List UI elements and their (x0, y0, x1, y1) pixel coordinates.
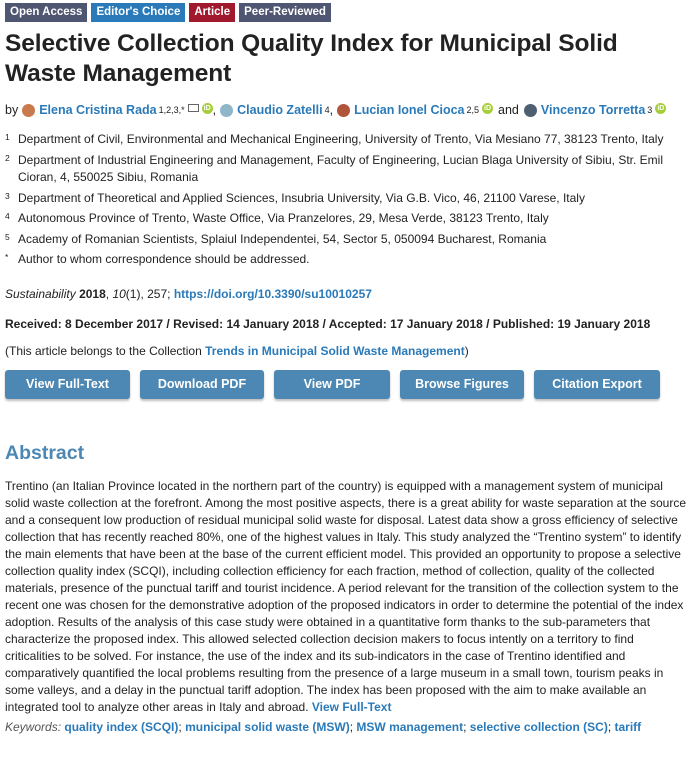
author-3[interactable] (337, 103, 493, 117)
download-pdf-button[interactable]: Download PDF (140, 370, 264, 399)
abstract-view-full-text-link[interactable]: View Full-Text (311, 699, 392, 714)
affiliation-number: 4 (5, 211, 10, 221)
author-affiliation-sup: 3 (647, 105, 653, 115)
author-separator: , (212, 103, 217, 117)
author-affiliation-sup: 1,2,3,* (158, 105, 185, 115)
author-avatar-icon (337, 104, 350, 117)
view-pdf-button[interactable]: View PDF (274, 370, 390, 399)
orcid-icon[interactable]: iD (203, 104, 211, 112)
keyword-separator: ; (178, 719, 186, 734)
keyword-link[interactable]: MSW management (356, 719, 464, 734)
affiliation-number: 1 (5, 132, 10, 142)
article-type-badge: Article (189, 3, 235, 22)
author-4[interactable] (524, 103, 666, 117)
abstract-body (5, 478, 690, 716)
author-1[interactable] (22, 103, 216, 117)
author-avatar-icon (220, 104, 233, 117)
affiliation-number: 5 (5, 231, 10, 242)
publication-dates: Received: 8 December 2017 / Revised: 14 January 2018 / Accepted: 17 January 2018 / Published: 19 January 2018 (5, 316, 651, 331)
keyword-separator: ; (349, 719, 357, 734)
by-label: by (5, 103, 19, 117)
action-buttons (5, 370, 690, 399)
affiliation-item (5, 131, 690, 149)
keyword-link[interactable]: municipal solid waste (MSW) (185, 719, 350, 734)
collection-prefix: (This article belongs to the Collection (5, 343, 206, 358)
citation-export-button[interactable]: Citation Export (534, 370, 660, 399)
author-2[interactable] (220, 103, 333, 117)
affiliation-number: 3 (5, 190, 10, 201)
affiliation-text: Department of Theoretical and Applied Sciences, Insubria University, Via G.B. Vico, 46, 21100 Varese, Italy (18, 190, 585, 205)
envelope-icon[interactable] (188, 104, 199, 112)
keyword-link[interactable]: selective collection (SC) (469, 719, 608, 734)
keyword-link[interactable]: quality index (SCQI) (64, 719, 179, 734)
author-name[interactable]: Vincenzo Torretta (540, 103, 646, 117)
affiliation-number: 2 (5, 152, 10, 163)
keyword-separator: ; (463, 719, 470, 734)
author-affiliation-sup: 2,5 (466, 105, 480, 115)
author-separator: , (329, 103, 334, 117)
affiliation-item (5, 251, 690, 269)
badge-row (5, 3, 690, 22)
citation-line: Sustainability 2018, 10(1), 257; https://doi.org/10.3390/su10010257 (5, 286, 372, 301)
affiliation-text: Department of Industrial Engineering and Management, Faculty of Engineering, Lucian Blaga University of Sibiu, Str. Emil Cioran, 4, 550025 Sibiu, Romania (18, 152, 664, 184)
affiliation-item (5, 152, 690, 187)
editors-choice-badge[interactable]: Editor's Choice (91, 3, 185, 22)
affiliation-text: Author to whom correspondence should be addressed. (18, 252, 310, 266)
doi-link[interactable]: https://doi.org/10.3390/su10010257 (173, 286, 372, 301)
author-avatar-icon (524, 104, 537, 117)
citation-issue-pages: (1), 257; (125, 286, 174, 301)
keyword-link[interactable]: tariff (614, 719, 642, 734)
affiliations (5, 131, 690, 269)
orcid-icon[interactable]: iD (484, 104, 492, 112)
collection-suffix: ) (464, 343, 469, 358)
affiliation-text: Academy of Romanian Scientists, Splaiul Independentei, 54, Sector 5, 050094 Bucharest, Romania (18, 231, 547, 246)
author-avatar-icon (22, 104, 35, 117)
affiliation-text: Autonomous Province of Trento, Waste Office, Via Pranzelores, 29, Mesa Verde, 38123 Trento, Italy (18, 211, 549, 225)
author-name[interactable]: Claudio Zatelli (237, 103, 323, 117)
author-list (5, 103, 690, 117)
article-title: Selective Collection Quality Index for Municipal Solid Waste Management (5, 30, 618, 87)
author-affiliation-sup: 4 (324, 105, 330, 115)
collection-link[interactable]: Trends in Municipal Solid Waste Management (205, 343, 465, 358)
affiliation-item (5, 190, 690, 208)
citation-year: 2018 (79, 286, 106, 301)
abstract-text: Trentino (an Italian Province located in the northern part of the country) is equipped with a management system of municipal solid waste collection at the forefront. Among the most positive aspects, there is a great ability for waste separation at the source and a consequent low production of residual municipal solid waste for disposal. Latest data show a gross efficiency of selective collection that has recently reached 80%, one of the highest values in Italy. This study analyzed the “Trentino system” to identify the main elements that have been at the base of the current efficient model. This provided an opportunity to propose a selective collection quality index (SCQI), including collection efficiency for each fraction, method of collection, quality of the collected materials, presence of the punctual tariff and tourist incidence. A period relevant for the transition of the collection system to the recent one was chosen for the demonstrative adoption of the proposed indicators in order to determine the potential of the index adoption. Results of the analysis of this case study were obtained in a quantitative form thanks to the sub-parameters that characterize the proposed index. This allowed selected collection decision makers to focus intently on a territory to find criticalities to be solved. For instance, the use of the index and its sub-indicators in the case of Trentino identified and comparatively quantified the local problems resulting from the presence of a large museum in a small town, tourism peaks in some valleys, and a delay in the punctual tariff adoption. The index has been proposed with the aim to make available an integrated tool to analyze other areas in Italy and abroad. (5, 478, 687, 714)
and-label: and (498, 103, 519, 117)
view-full-text-button[interactable]: View Full-Text (5, 370, 130, 399)
affiliation-item (5, 210, 690, 228)
affiliation-item (5, 231, 690, 249)
author-name[interactable]: Lucian Ionel Cioca (354, 103, 465, 117)
abstract-heading: Abstract (5, 441, 85, 464)
browse-figures-button[interactable]: Browse Figures (400, 370, 524, 399)
journal-name: Sustainability (5, 286, 76, 301)
keywords-label: Keywords: (5, 719, 62, 734)
keyword-separator: ; (607, 719, 615, 734)
orcid-icon[interactable]: iD (657, 104, 665, 112)
keywords-line (5, 719, 690, 736)
affiliation-number: * (5, 252, 9, 262)
affiliation-text: Department of Civil, Environmental and Mechanical Engineering, University of Trento, Via Mesiano 77, 38123 Trento, Italy (18, 132, 664, 146)
author-name[interactable]: Elena Cristina Rada (39, 103, 157, 117)
peer-reviewed-badge[interactable]: Peer-Reviewed (239, 3, 331, 22)
collection-note (5, 344, 690, 358)
open-access-badge[interactable]: Open Access (5, 3, 87, 22)
citation-volume: 10 (112, 286, 126, 301)
